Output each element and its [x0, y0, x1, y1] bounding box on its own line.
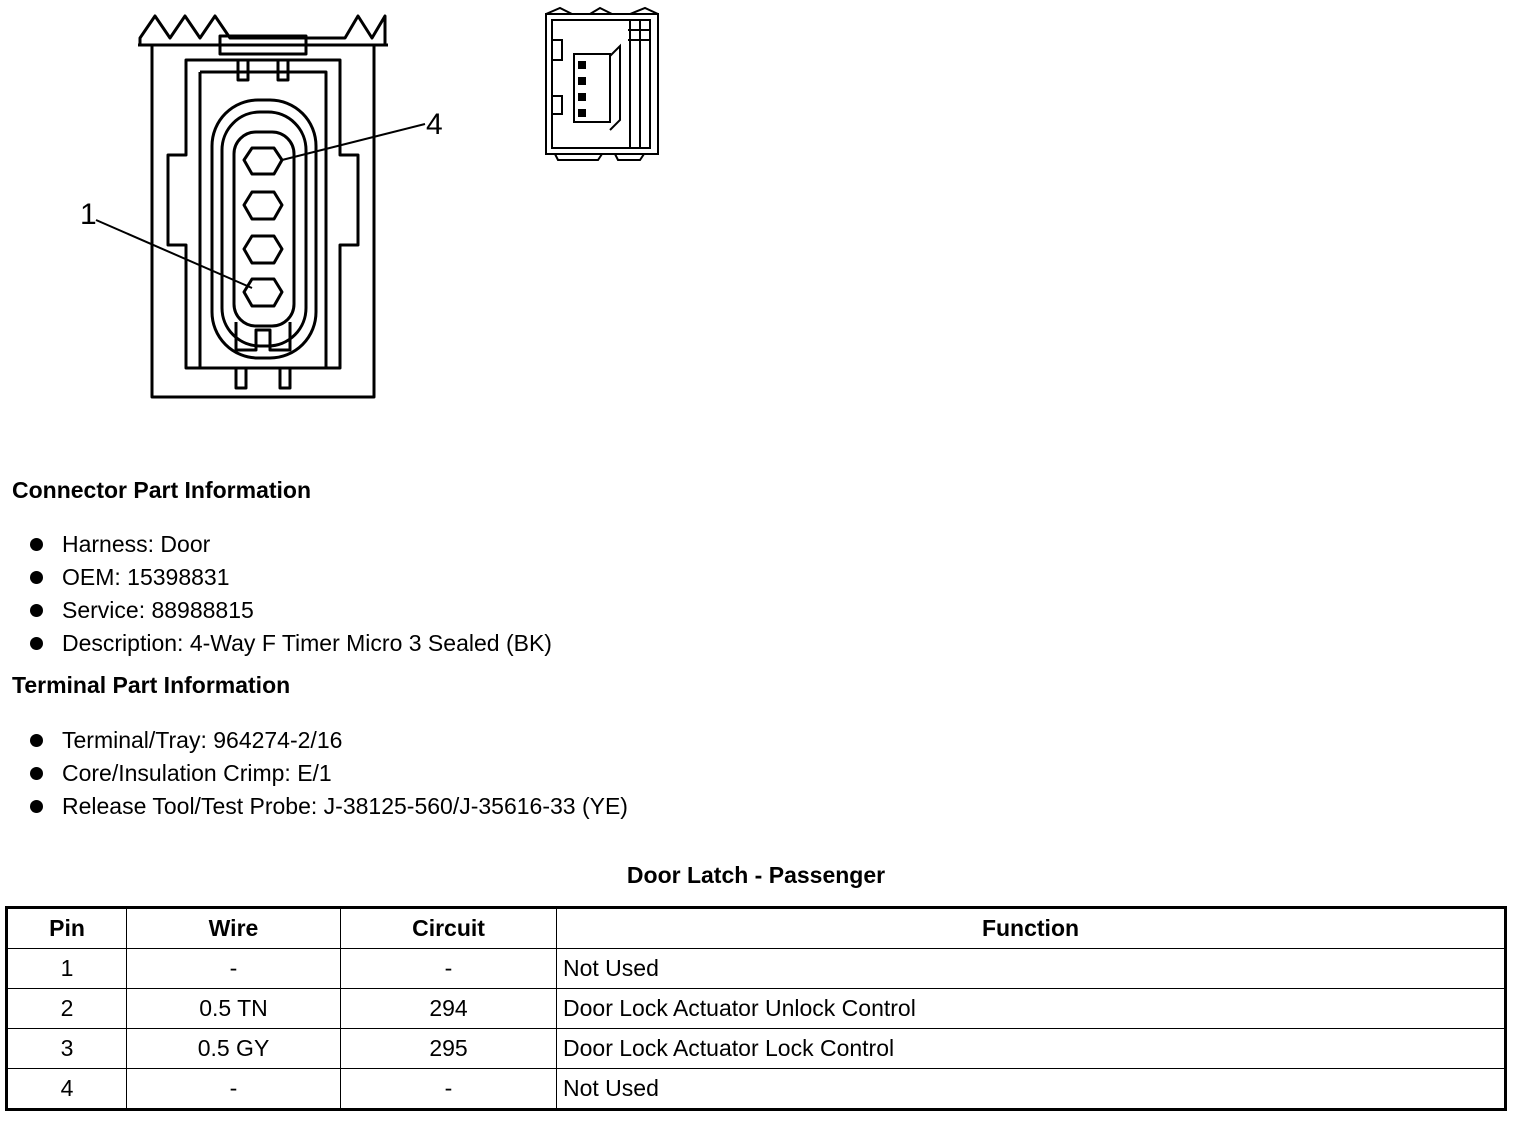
cavity-3 — [244, 192, 282, 219]
connector-diagram — [0, 0, 720, 410]
column-header-circuit: Circuit — [341, 908, 557, 949]
column-header-pin: Pin — [7, 908, 127, 949]
circuit-cell: 295 — [341, 1029, 557, 1069]
list-item: Release Tool/Test Probe: J-38125-560/J-35616-33 (YE) — [28, 790, 628, 823]
pin-cell: 1 — [7, 949, 127, 989]
list-item: Harness: Door — [28, 528, 552, 561]
list-item: Description: 4-Way F Timer Micro 3 Sealed (BK) — [28, 627, 552, 660]
column-header-wire: Wire — [127, 908, 341, 949]
bullet-icon — [30, 604, 43, 617]
wire-cell: 0.5 TN — [127, 989, 341, 1029]
cavity-4 — [244, 148, 282, 174]
circuit-cell: 294 — [341, 989, 557, 1029]
pin-cell: 3 — [7, 1029, 127, 1069]
connector-face-view — [138, 16, 388, 397]
column-header-function: Function — [557, 908, 1506, 949]
wire-cell: - — [127, 1069, 341, 1110]
cavity-1 — [244, 279, 282, 306]
circuit-cell: - — [341, 1069, 557, 1110]
terminal-info-heading: Terminal Part Information — [12, 672, 291, 698]
bullet-icon — [30, 734, 43, 747]
bullet-icon — [30, 571, 43, 584]
function-cell: Not Used — [557, 1069, 1506, 1110]
cavity-2 — [244, 236, 282, 263]
function-cell: Not Used — [557, 949, 1506, 989]
circuit-cell: - — [341, 949, 557, 989]
table-row — [7, 1029, 1506, 1069]
wire-cell: 0.5 GY — [127, 1029, 341, 1069]
wire-cell: - — [127, 949, 341, 989]
list-item: Service: 88988815 — [28, 594, 552, 627]
connector-info-heading: Connector Part Information — [12, 477, 312, 503]
table-row — [7, 989, 1506, 1029]
table-title: Door Latch - Passenger — [626, 862, 886, 888]
callout-pin-4: 4 — [426, 108, 443, 141]
list-item: Core/Insulation Crimp: E/1 — [28, 757, 628, 790]
bullet-icon — [30, 800, 43, 813]
bullet-icon — [30, 767, 43, 780]
leader-line-pin-1 — [96, 220, 252, 288]
list-item: Terminal/Tray: 964274-2/16 — [28, 724, 628, 757]
pin-cell: 2 — [7, 989, 127, 1029]
table-row — [7, 1069, 1506, 1110]
pin-table — [5, 906, 1507, 1111]
function-cell: Door Lock Actuator Unlock Control — [557, 989, 1506, 1029]
callout-pin-1: 1 — [80, 198, 97, 231]
pin-cell: 4 — [7, 1069, 127, 1110]
terminal-info-list — [28, 724, 628, 823]
list-item: OEM: 15398831 — [28, 561, 552, 594]
bullet-icon — [30, 637, 43, 650]
table-row — [7, 949, 1506, 989]
bullet-icon — [30, 538, 43, 551]
table-header-row — [7, 908, 1506, 949]
connector-info-list — [28, 528, 552, 660]
connector-isometric-view — [546, 8, 658, 160]
function-cell: Door Lock Actuator Lock Control — [557, 1029, 1506, 1069]
